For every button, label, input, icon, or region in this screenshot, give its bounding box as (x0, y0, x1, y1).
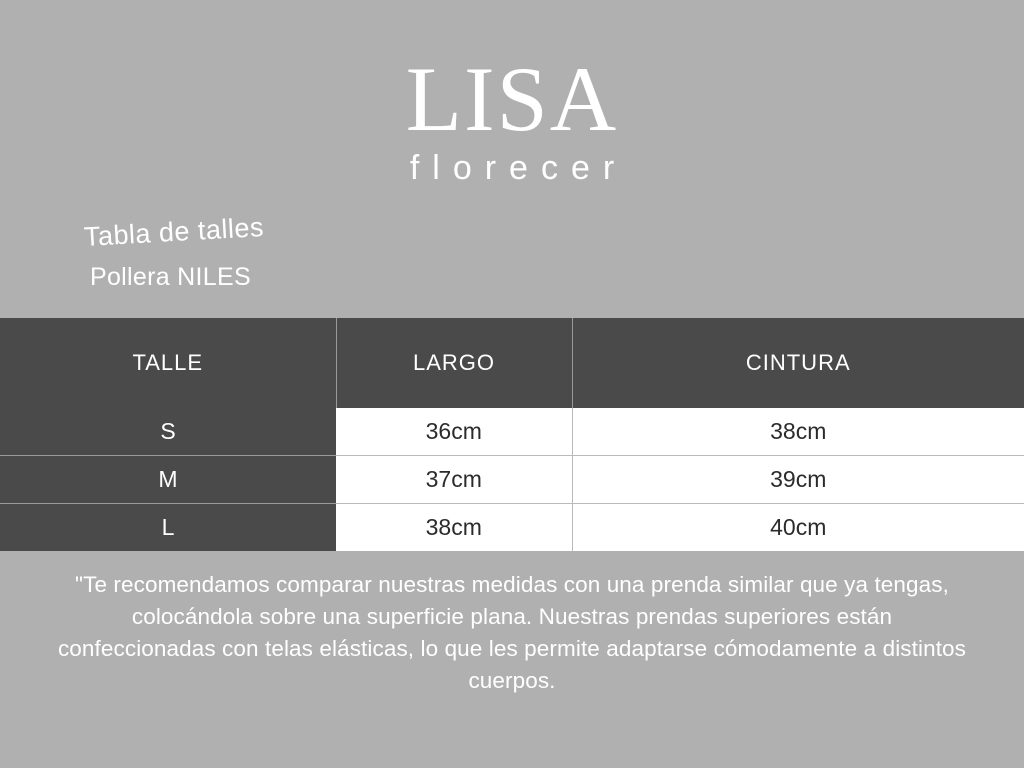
cell-talle: S (0, 408, 336, 456)
size-table-wrapper (0, 318, 1024, 551)
table-header (0, 318, 1024, 408)
table-row (0, 408, 1024, 456)
cell-largo: 38cm (336, 504, 572, 552)
table-row (0, 456, 1024, 504)
brand-header (0, 0, 1024, 188)
cell-largo: 37cm (336, 456, 572, 504)
cell-cintura: 40cm (572, 504, 1024, 552)
cell-largo: 36cm (336, 408, 572, 456)
page-title: Tabla de talles (83, 212, 265, 253)
recommendation-note: "Te recomendamos comparar nuestras medidas con una prenda similar que ya tengas, colocándola sobre una superficie plana. Nuestras prendas superiores están confeccionadas con telas elásticas, lo que les permite adaptarse cómodamente a distintos cuerpos. (57, 572, 967, 694)
cell-cintura: 39cm (572, 456, 1024, 504)
column-header-talle: TALLE (0, 318, 336, 408)
column-header-largo: LARGO (336, 318, 572, 408)
brand-name: LISA (405, 48, 619, 150)
size-table (0, 318, 1024, 551)
cell-cintura: 38cm (572, 408, 1024, 456)
cell-talle: L (0, 504, 336, 552)
table-body (0, 408, 1024, 551)
table-row (0, 504, 1024, 552)
cell-talle: M (0, 456, 336, 504)
table-header-row (0, 318, 1024, 408)
brand-tagline: florecer (409, 149, 628, 188)
page-subtitle: Pollera NILES (90, 263, 251, 292)
column-header-cintura: CINTURA (572, 318, 1024, 408)
title-block (0, 212, 1024, 292)
